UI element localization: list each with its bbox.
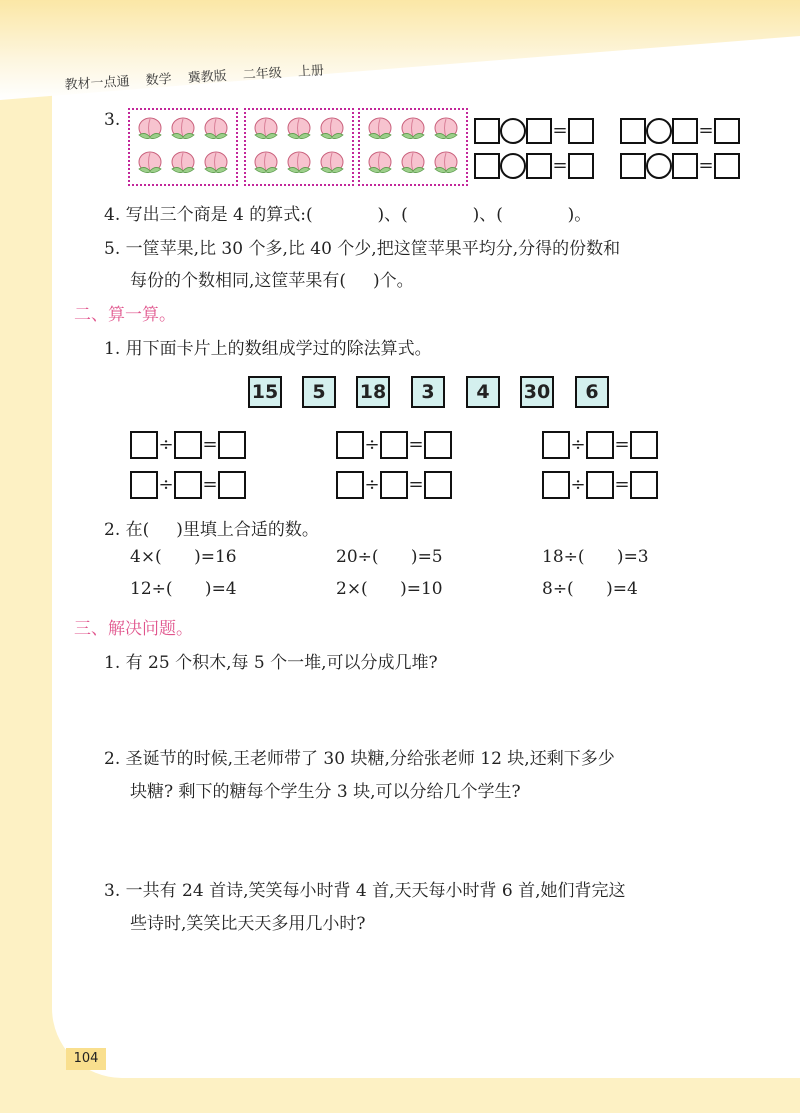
answer-box[interactable] xyxy=(380,471,408,499)
header-item: 上册 xyxy=(297,63,325,80)
answer-box[interactable] xyxy=(542,471,570,499)
answer-box[interactable] xyxy=(568,153,594,179)
operator-circle[interactable] xyxy=(500,153,526,179)
question-5-line-2: 每份的个数相同,这筐苹果有( )个。 xyxy=(130,271,414,291)
peach-icon xyxy=(284,149,314,179)
section-3-title: 三、解决问题。 xyxy=(74,619,193,639)
peach-group xyxy=(358,108,468,186)
header-item: 二年级 xyxy=(242,65,283,84)
peach-icon xyxy=(431,115,461,145)
answer-box[interactable] xyxy=(586,471,614,499)
equals-sign: = xyxy=(202,474,218,495)
answer-box[interactable] xyxy=(620,153,646,179)
division-blank-equation xyxy=(130,431,246,459)
fill-equation: 18÷( )=3 xyxy=(542,547,649,567)
peach-icon xyxy=(251,115,281,145)
equals-sign: = xyxy=(698,120,714,141)
fill-equation: 20÷( )=5 xyxy=(336,547,443,567)
division-sign: ÷ xyxy=(364,434,380,455)
header-item: 冀教版 xyxy=(187,68,228,87)
division-blank-equation xyxy=(336,471,452,499)
operator-circle[interactable] xyxy=(500,118,526,144)
peach-icon xyxy=(365,115,395,145)
number-card: 3 xyxy=(411,376,445,408)
question-4: 4. 写出三个商是 4 的算式:( )、( )、( )。 xyxy=(104,205,592,225)
answer-box[interactable] xyxy=(542,431,570,459)
fill-equation: 8÷( )=4 xyxy=(542,579,638,599)
equals-sign: = xyxy=(614,474,630,495)
fill-equation: 12÷( )=4 xyxy=(130,579,237,599)
blank-equation xyxy=(474,118,594,144)
number-card: 6 xyxy=(575,376,609,408)
peach-icon xyxy=(168,149,198,179)
answer-box[interactable] xyxy=(714,118,740,144)
section-2-question-1: 1. 用下面卡片上的数组成学过的除法算式。 xyxy=(104,339,432,359)
answer-box[interactable] xyxy=(218,431,246,459)
answer-box[interactable] xyxy=(672,118,698,144)
answer-box[interactable] xyxy=(336,471,364,499)
answer-box[interactable] xyxy=(586,431,614,459)
equals-sign: = xyxy=(614,434,630,455)
answer-box[interactable] xyxy=(630,471,658,499)
section-2-title: 二、算一算。 xyxy=(74,305,176,325)
answer-box[interactable] xyxy=(424,471,452,499)
answer-box[interactable] xyxy=(174,471,202,499)
division-blank-equation xyxy=(130,471,246,499)
peach-icon xyxy=(398,149,428,179)
answer-box[interactable] xyxy=(526,118,552,144)
answer-box[interactable] xyxy=(620,118,646,144)
answer-box[interactable] xyxy=(672,153,698,179)
answer-box[interactable] xyxy=(424,431,452,459)
peach-icon xyxy=(431,149,461,179)
header-item: 数学 xyxy=(145,72,173,89)
peach-group xyxy=(128,108,238,186)
peach-icon xyxy=(398,115,428,145)
peach-icon xyxy=(284,115,314,145)
division-sign: ÷ xyxy=(570,474,586,495)
blank-equation xyxy=(474,153,594,179)
problem-2-line-2: 块糖? 剩下的糖每个学生分 3 块,可以分给几个学生? xyxy=(130,782,521,802)
problem-3-line-2: 些诗时,笑笑比天天多用几小时? xyxy=(130,914,366,934)
operator-circle[interactable] xyxy=(646,118,672,144)
division-sign: ÷ xyxy=(158,434,174,455)
division-sign: ÷ xyxy=(158,474,174,495)
division-sign: ÷ xyxy=(570,434,586,455)
fill-equation: 4×( )=16 xyxy=(130,547,237,567)
question-5-line-1: 5. 一筐苹果,比 30 个多,比 40 个少,把这筐苹果平均分,分得的份数和 xyxy=(104,239,621,259)
division-blank-equation xyxy=(542,431,658,459)
question-3-number: 3. xyxy=(104,110,121,130)
problem-3-line-1: 3. 一共有 24 首诗,笑笑每小时背 4 首,天天每小时背 6 首,她们背完这 xyxy=(104,881,626,901)
division-blank-equation xyxy=(542,471,658,499)
number-card: 30 xyxy=(520,376,554,408)
answer-box[interactable] xyxy=(130,471,158,499)
answer-box[interactable] xyxy=(218,471,246,499)
peach-icon xyxy=(135,115,165,145)
number-card: 4 xyxy=(466,376,500,408)
blank-equation xyxy=(620,153,740,179)
peach-icon xyxy=(135,149,165,179)
answer-box[interactable] xyxy=(630,431,658,459)
number-card: 18 xyxy=(356,376,390,408)
answer-box[interactable] xyxy=(568,118,594,144)
answer-box[interactable] xyxy=(336,431,364,459)
equals-sign: = xyxy=(408,474,424,495)
equals-sign: = xyxy=(202,434,218,455)
answer-box[interactable] xyxy=(474,153,500,179)
peach-icon xyxy=(365,149,395,179)
number-card: 15 xyxy=(248,376,282,408)
equals-sign: = xyxy=(552,155,568,176)
peach-icon xyxy=(201,115,231,145)
equals-sign: = xyxy=(552,120,568,141)
peach-icon xyxy=(251,149,281,179)
peach-icon xyxy=(168,115,198,145)
section-2-question-2: 2. 在( )里填上合适的数。 xyxy=(104,520,319,540)
division-sign: ÷ xyxy=(364,474,380,495)
division-blank-equation xyxy=(336,431,452,459)
equals-sign: = xyxy=(698,155,714,176)
number-card: 5 xyxy=(302,376,336,408)
peach-icon xyxy=(317,149,347,179)
problem-1: 1. 有 25 个积木,每 5 个一堆,可以分成几堆? xyxy=(104,653,438,673)
blank-equation xyxy=(620,118,740,144)
answer-box[interactable] xyxy=(526,153,552,179)
equals-sign: = xyxy=(408,434,424,455)
peach-icon xyxy=(201,149,231,179)
peach-icon xyxy=(317,115,347,145)
operator-circle[interactable] xyxy=(646,153,672,179)
answer-box[interactable] xyxy=(714,153,740,179)
peach-group xyxy=(244,108,354,186)
answer-box[interactable] xyxy=(130,431,158,459)
header-item: 教材一点通 xyxy=(64,74,130,93)
answer-box[interactable] xyxy=(380,431,408,459)
answer-box[interactable] xyxy=(174,431,202,459)
problem-2-line-1: 2. 圣诞节的时候,王老师带了 30 块糖,分给张老师 12 块,还剩下多少 xyxy=(104,749,615,769)
answer-box[interactable] xyxy=(474,118,500,144)
fill-equation: 2×( )=10 xyxy=(336,579,443,599)
page-number: 104 xyxy=(66,1048,106,1070)
